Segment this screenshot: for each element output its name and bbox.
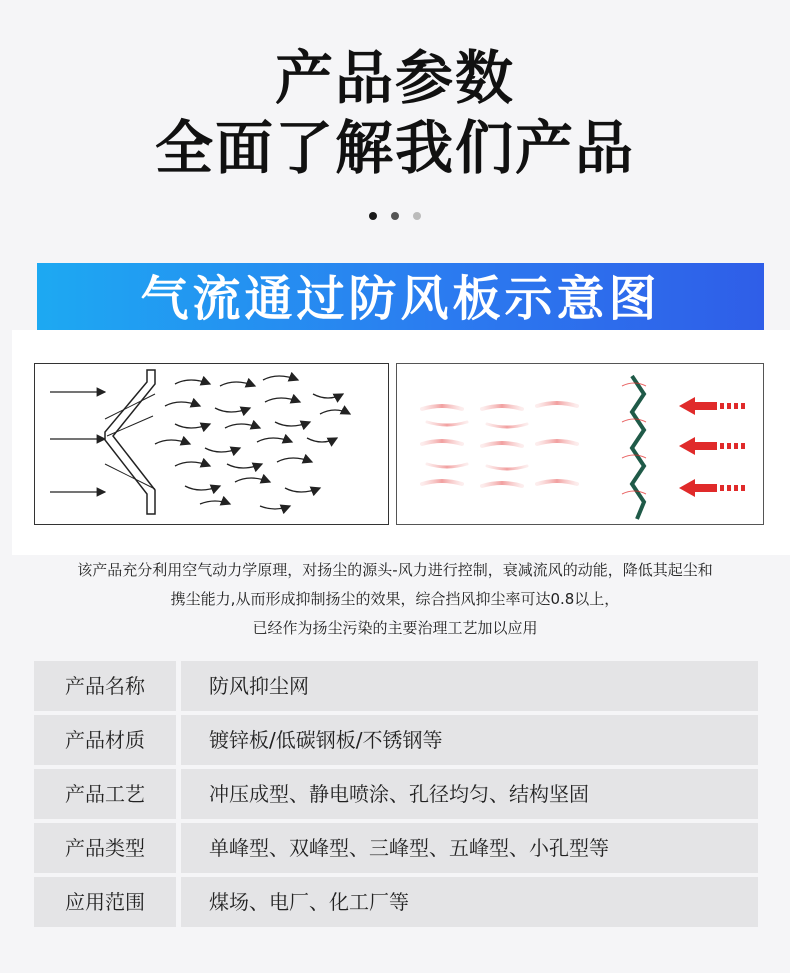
spec-value: 煤场、电厂、化工厂等: [181, 877, 758, 927]
table-row: [34, 769, 758, 819]
table-row: [34, 877, 758, 927]
description-line: 携尘能力,从而形成抑制扬尘的效果，综合挡风抑尘率可达0.8以上，: [170, 590, 620, 608]
table-row: [34, 661, 758, 711]
windbreak-profile: [105, 370, 155, 514]
description-line: 已经作为扬尘污染的主要治理工艺加以应用: [252, 619, 538, 637]
spec-label: 应用范围: [34, 877, 176, 927]
carousel-dot-icon[interactable]: [369, 212, 377, 220]
spec-value: 单峰型、双峰型、三峰型、五峰型、小孔型等: [181, 823, 758, 873]
wind-arrow-icon: [679, 397, 745, 415]
table-row: [34, 823, 758, 873]
spec-label: 产品工艺: [34, 769, 176, 819]
airflow-black-graphic: [35, 364, 388, 524]
spec-label: 产品材质: [34, 715, 176, 765]
airflow-diagram-black: [34, 363, 389, 525]
fence-profile: [632, 376, 644, 519]
spec-table: [34, 661, 758, 931]
airflow-diagram: [12, 330, 790, 555]
carousel-dot-icon[interactable]: [391, 212, 399, 220]
wind-arrow-icon: [679, 437, 745, 455]
carousel-dots: [0, 212, 790, 220]
airflow-red-graphic: [397, 364, 763, 524]
spec-label: 产品类型: [34, 823, 176, 873]
spec-value: 镀锌板/低碳钢板/不锈钢等: [181, 715, 758, 765]
carousel-dot-icon[interactable]: [413, 212, 421, 220]
section-banner: 气流通过防风板示意图: [37, 263, 764, 335]
spec-value: 冲压成型、静电喷涂、孔径均匀、结构坚固: [181, 769, 758, 819]
spec-value: 防风抑尘网: [181, 661, 758, 711]
product-description: [0, 556, 790, 643]
table-row: [34, 715, 758, 765]
description-line: 该产品充分利用空气动力学原理，对扬尘的源头-风力进行控制，衰减流风的动能，降低其起尘和: [77, 561, 713, 579]
wind-arrow-icon: [679, 479, 745, 497]
airflow-diagram-red: [396, 363, 764, 525]
spec-label: 产品名称: [34, 661, 176, 711]
page-subtitle: 全面了解我们产品: [154, 114, 635, 182]
page-title: 产品参数: [274, 44, 515, 112]
